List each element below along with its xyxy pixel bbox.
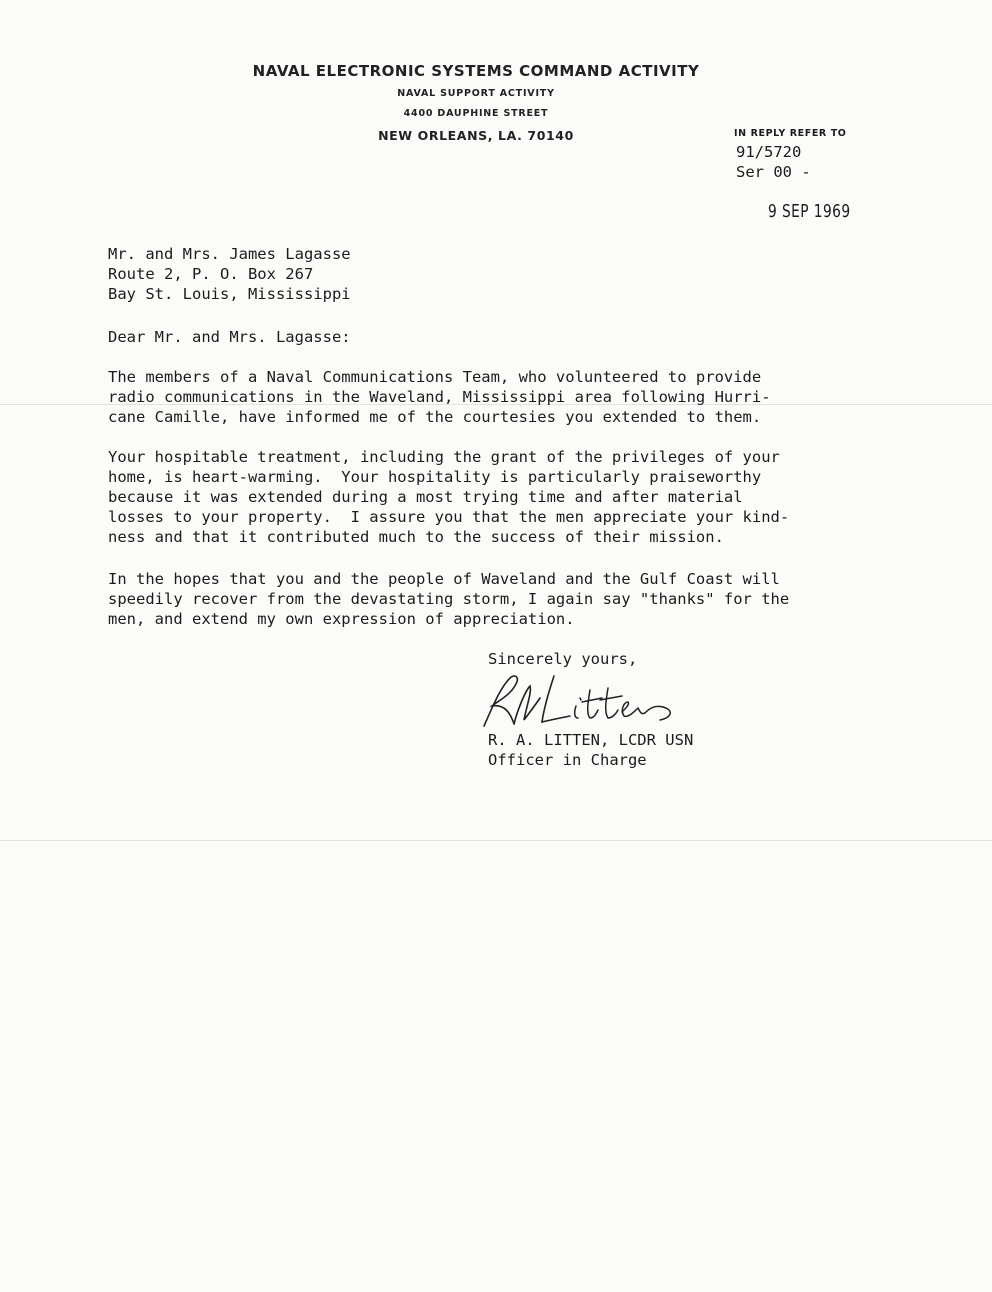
recipient-block [108,244,848,304]
paragraph-1 [108,367,848,427]
letterhead-city: NEW ORLEANS, LA. 70140 [378,128,574,143]
paragraph-line: because it was extended during a most trying time and after material [108,488,743,506]
paper-crease [0,840,992,841]
paragraph-line: cane Camille, have informed me of the courtesies you extended to them. [108,408,762,426]
handwritten-signature [470,668,690,738]
letterhead-street: 4400 DAUPHINE STREET [403,108,549,119]
paragraph-line: radio communications in the Waveland, Mississippi area following Hurri- [108,388,771,406]
letterhead-sub: NAVAL SUPPORT ACTIVITY [397,88,555,99]
paragraph-line: In the hopes that you and the people of Waveland and the Gulf Coast will [108,570,780,588]
paragraph-line: home, is heart-warming. Your hospitality is particularly praiseworthy [108,468,762,486]
serial-number: Ser 00 - [736,163,811,181]
paragraph-2 [108,447,848,547]
paragraph-3 [108,569,848,629]
recipient-address-line: Route 2, P. O. Box 267 [108,265,314,283]
paragraph-line: The members of a Naval Communications Team, who volunteered to provide [108,368,762,386]
letterhead-org: NAVAL ELECTRONIC SYSTEMS COMMAND ACTIVITY [252,62,700,80]
paragraph-line: losses to your property. I assure you that the men appreciate your kind- [108,508,790,526]
paragraph-line: Your hospitable treatment, including the grant of the privileges of your [108,448,780,466]
recipient-name: Mr. and Mrs. James Lagasse [108,245,351,263]
salutation: Dear Mr. and Mrs. Lagasse: [108,328,351,346]
recipient-address-line: Bay St. Louis, Mississippi [108,285,351,303]
reply-refer-label: IN REPLY REFER TO [734,128,847,139]
paragraph-line: men, and extend my own expression of appreciation. [108,610,575,628]
paragraph-line: ness and that it contributed much to the success of their mission. [108,528,724,546]
signer-name: R. A. LITTEN, LCDR USN [488,731,694,749]
valediction: Sincerely yours, [488,650,638,668]
paragraph-line: speedily recover from the devastating storm, I again say "thanks" for the [108,590,790,608]
file-number: 91/5720 [736,143,802,161]
signer-title: Officer in Charge [488,751,647,769]
date-stamp: 9 SEP 1969 [768,201,851,222]
